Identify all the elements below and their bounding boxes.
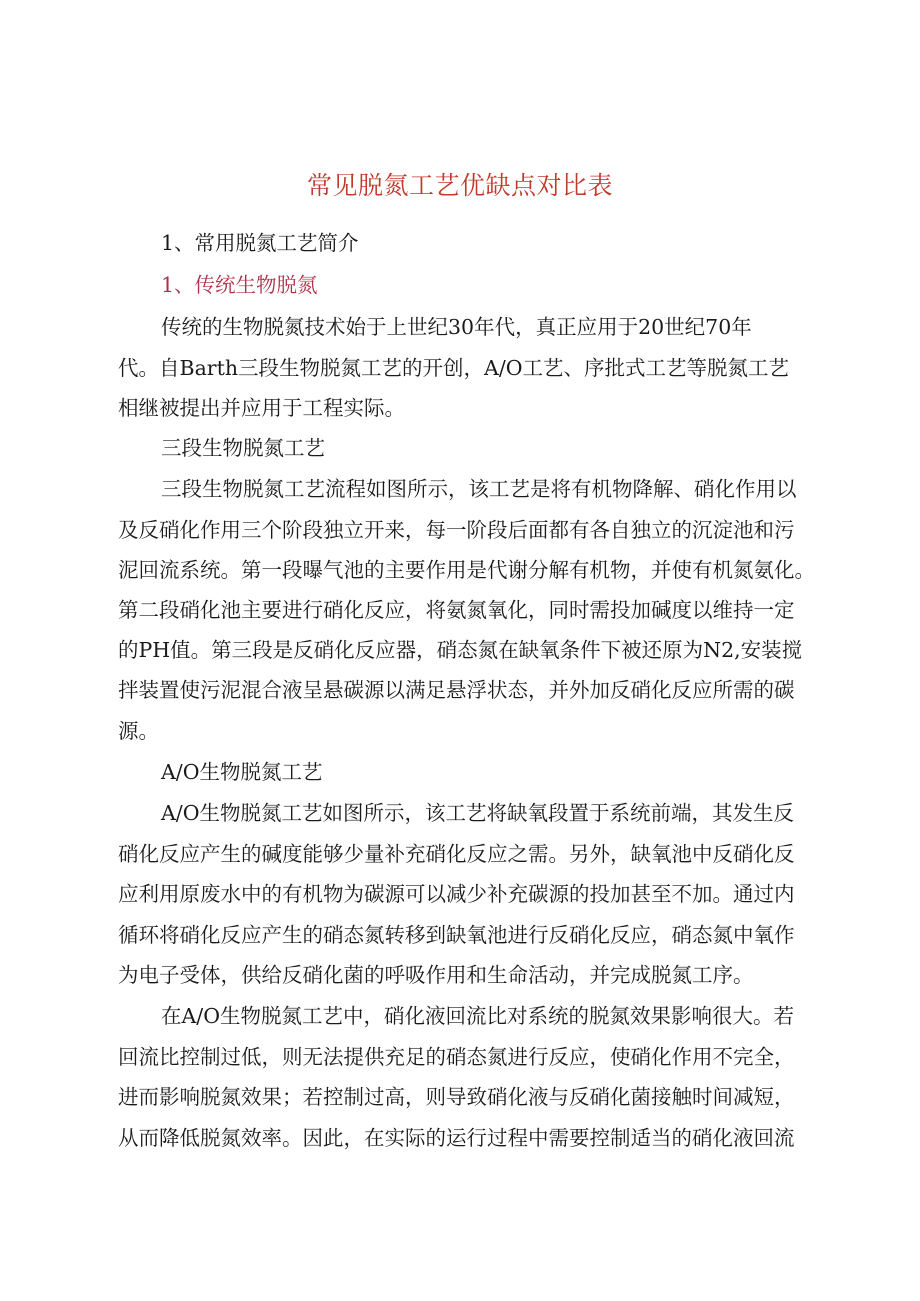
paragraph-line: 拌装置使污泥混合液呈悬碳源以满足悬浮状态，并外加反硝化反应所需的碳 [118, 678, 795, 702]
subheading-ao: A/O生物脱氮工艺 [161, 760, 323, 784]
document-title: 常见脱氮工艺优缺点对比表 [306, 171, 613, 200]
subheading-three-stage: 三段生物脱氮工艺 [161, 436, 325, 460]
paragraph-line: 源。 [118, 719, 159, 743]
subsection-heading: 1、传统生物脱氮 [161, 273, 318, 297]
paragraph-line: 相继被提出并应用于工程实际。 [118, 396, 405, 420]
paragraph-line: 在A/O生物脱氮工艺中，硝化液回流比对系统的脱氮效果影响很大。若 [161, 1004, 795, 1028]
paragraph-line: 回流比控制过低，则无法提供充足的硝态氮进行反应，使硝化作用不完全， [118, 1045, 795, 1069]
paragraph-line: 应利用原废水中的有机物为碳源可以减少补充碳源的投加甚至不加。通过内 [118, 882, 795, 906]
paragraph-line: A/O生物脱氮工艺如图所示，该工艺将缺氧段置于系统前端，其发生反 [161, 801, 795, 825]
paragraph-line: 三段生物脱氮工艺流程如图所示，该工艺是将有机物降解、硝化作用以 [161, 477, 797, 501]
paragraph-line: 进而影响脱氮效果；若控制过高，则导致硝化液与反硝化菌接触时间减短， [118, 1085, 795, 1109]
paragraph-line: 代。自Barth三段生物脱氮工艺的开创，A/O工艺、序批式工艺等脱氮工艺 [118, 356, 790, 380]
paragraph-line: 为电子受体，供给反硝化菌的呼吸作用和生命活动，并完成脱氮工序。 [118, 963, 754, 987]
paragraph-line: 泥回流系统。第一段曝气池的主要作用是代谢分解有机物，并使有机氮氨化。 [118, 558, 815, 582]
paragraph-line: 循环将硝化反应产生的硝态氮转移到缺氧池进行反硝化反应，硝态氮中氧作 [118, 923, 795, 947]
paragraph-line: 硝化反应产生的碱度能够少量补充硝化反应之需。另外，缺氧池中反硝化反 [118, 842, 795, 866]
paragraph-line: 从而降低脱氮效率。因此，在实际的运行过程中需要控制适当的硝化液回流 [118, 1126, 795, 1150]
paragraph-line: 第二段硝化池主要进行硝化反应，将氨氮氧化，同时需投加碱度以维持一定 [118, 598, 795, 622]
paragraph-line: 及反硝化作用三个阶段独立开来，每一阶段后面都有各自独立的沉淀池和污 [118, 518, 795, 542]
paragraph-line: 传统的生物脱氮技术始于上世纪30年代，真正应用于20世纪70年 [161, 315, 752, 339]
section-heading: 1、常用脱氮工艺简介 [161, 231, 359, 255]
paragraph-line: 的PH值。第三段是反硝化反应器，硝态氮在缺氧条件下被还原为N2,安装搅 [118, 638, 803, 662]
